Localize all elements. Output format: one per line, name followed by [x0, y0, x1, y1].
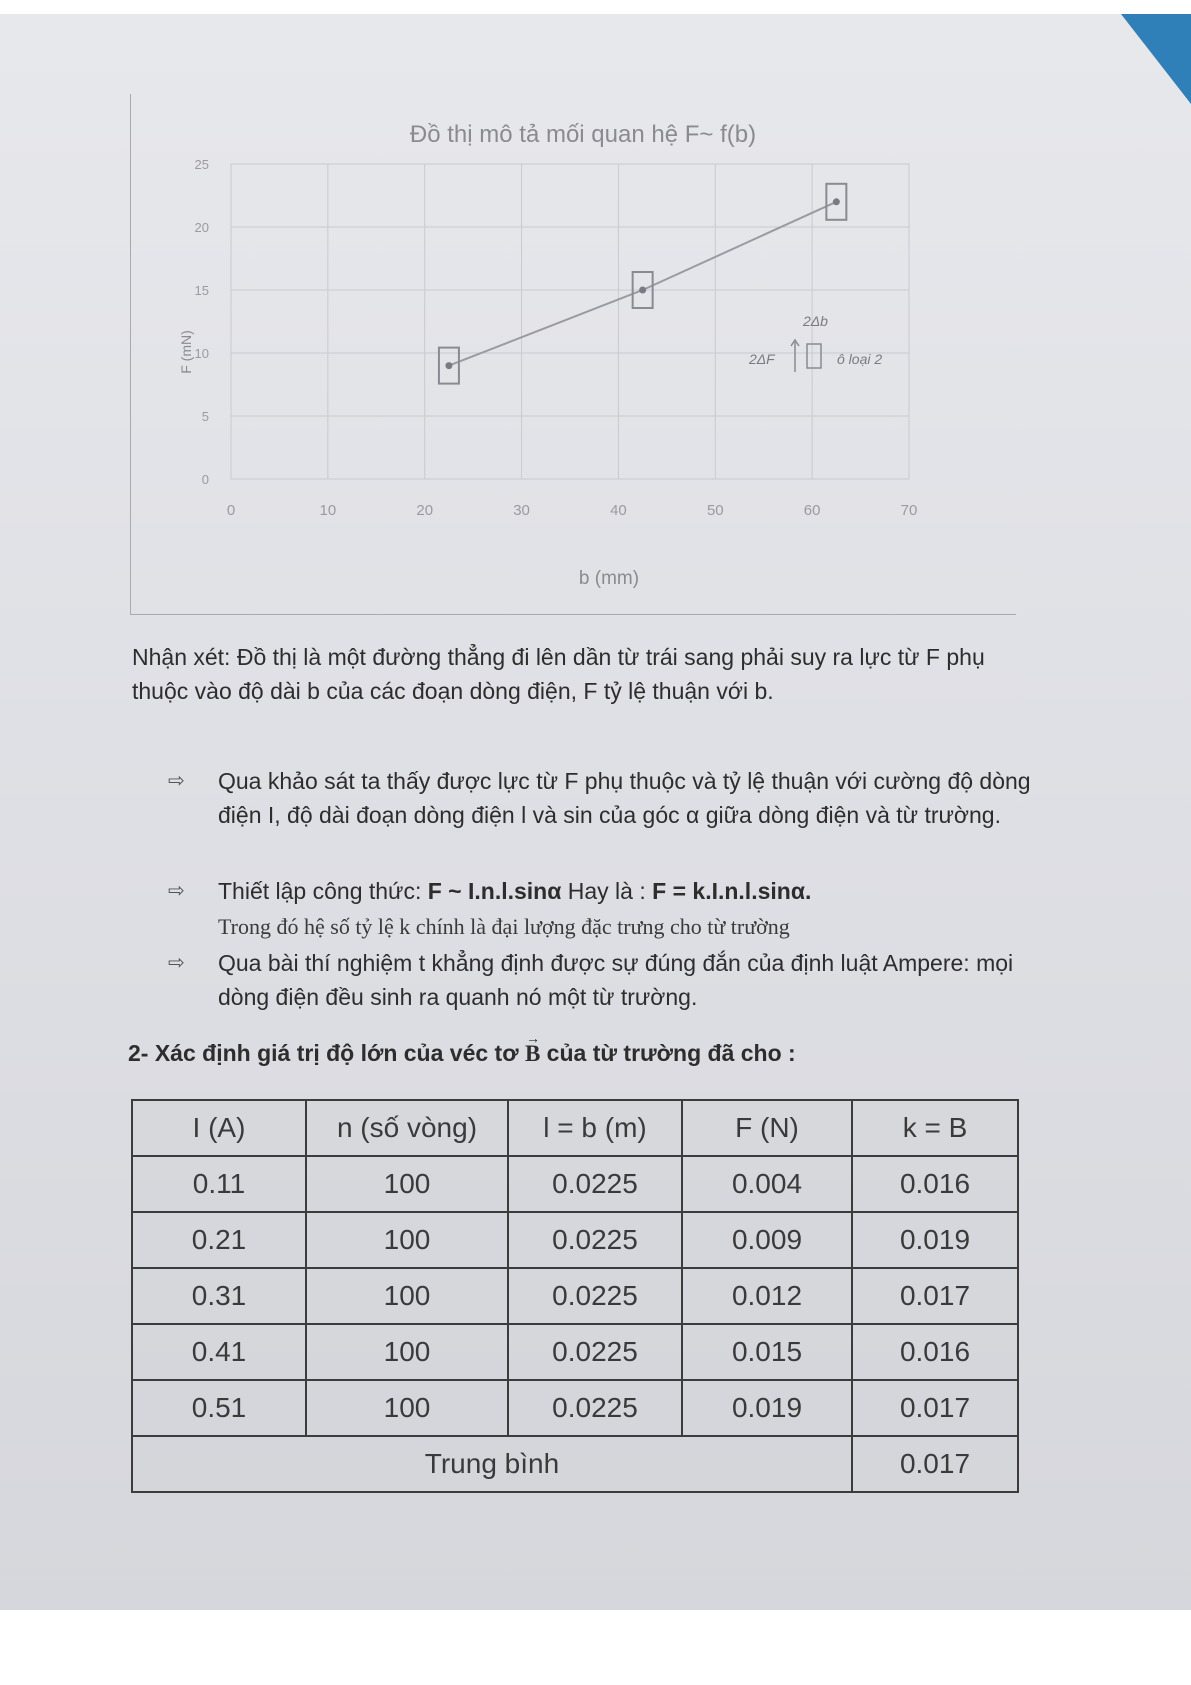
- x-tick-labels: [227, 502, 918, 519]
- formula-proportional: F ~ I.n.l.sinα: [427, 878, 562, 904]
- header-length: l = b (m): [508, 1100, 682, 1156]
- table-cell: 0.51: [132, 1380, 306, 1436]
- x-axis-label: b (mm): [578, 568, 640, 589]
- table-cell: 0.012: [682, 1268, 852, 1324]
- table-cell: 0.0225: [508, 1268, 682, 1324]
- table-cell: 100: [306, 1212, 508, 1268]
- table-row: [132, 1212, 1018, 1268]
- data-series: [439, 184, 846, 384]
- header-force: F (N): [682, 1100, 852, 1156]
- table-row: [132, 1156, 1018, 1212]
- trend-line: [449, 202, 836, 366]
- table-cell: 0.015: [682, 1324, 852, 1380]
- annotation-delta-b: 2Δb: [803, 313, 828, 329]
- chart-title: Đồ thị mô tả mối quan hệ F~ f(b): [409, 121, 757, 148]
- y-axis-label: F (mN): [178, 330, 194, 374]
- table-cell: 0.0225: [508, 1380, 682, 1436]
- y-tick-label: 20: [194, 220, 209, 235]
- table-cell: 0.016: [852, 1324, 1018, 1380]
- data-point: [639, 287, 646, 294]
- x-tick-label: 20: [416, 502, 434, 519]
- arrow-bullet-icon: ⇨: [168, 770, 185, 792]
- y-tick-label: 0: [201, 472, 209, 487]
- formula-note: Trong đó hệ số tỷ lệ k chính là đại lượng đặc trưng cho từ trường: [218, 914, 790, 939]
- table-row: [132, 1380, 1018, 1436]
- arrow-bullet-icon: ⇨: [168, 952, 185, 974]
- table-cell: 100: [306, 1324, 508, 1380]
- bullet-conclusion: Qua khảo sát ta thấy được lực từ F phụ thuộc và tỷ lệ thuận với cường độ dòng điện I, độ dài đoạn dòng điện l và sin của góc α giữa dòng điện và từ trường.: [218, 768, 1031, 828]
- table-cell: 100: [306, 1156, 508, 1212]
- table-cell: 0.016: [852, 1156, 1018, 1212]
- arrow-bullet-icon: ⇨: [168, 880, 185, 902]
- average-label: Trung bình: [132, 1436, 852, 1492]
- results-table: [131, 1099, 1019, 1493]
- remark-paragraph: Nhận xét: Đồ thị là một đường thẳng đi lên dần từ trái sang phải suy ra lực từ F phụ thuộc vào độ dài b của các đoạn dòng điện, F tỷ lệ thuận với b.: [132, 644, 985, 704]
- heading-prefix: 2- Xác định giá trị độ lớn của véc tơ: [128, 1040, 525, 1066]
- chart: [131, 94, 1016, 614]
- table-cell: 0.004: [682, 1156, 852, 1212]
- table-cell: 0.019: [682, 1380, 852, 1436]
- y-tick-label: 10: [194, 346, 209, 361]
- table-cell: 0.41: [132, 1324, 306, 1380]
- header-current: I (A): [132, 1100, 306, 1156]
- header-turns: n (số vòng): [306, 1100, 508, 1156]
- data-point: [833, 198, 840, 205]
- chart-frame: [130, 94, 1016, 615]
- y-tick-labels: [195, 157, 209, 487]
- table-cell: 100: [306, 1380, 508, 1436]
- x-tick-label: 30: [513, 502, 530, 519]
- bullet-formula: [218, 874, 1043, 908]
- annotation-delta-f: 2ΔF: [749, 351, 775, 367]
- table-cell: 0.017: [852, 1268, 1018, 1324]
- table-cell: 0.31: [132, 1268, 306, 1324]
- x-tick-label: 10: [319, 502, 337, 519]
- formula-prefix: Thiết lập công thức:: [218, 878, 428, 904]
- formula-equation: F = k.I.n.l.sinα.: [652, 878, 812, 904]
- table-cell: 100: [306, 1268, 508, 1324]
- annotation-note: ô loại 2: [837, 351, 883, 367]
- bullet-ampere: Qua bài thí nghiệm t khẳng định được sự đúng đắn của định luật Ampere: mọi dòng điện đều sinh ra quanh nó một từ trường.: [218, 950, 1014, 1010]
- x-tick-label: 40: [610, 502, 627, 519]
- heading-suffix: của từ trường đã cho :: [540, 1040, 796, 1066]
- table-cell: 0.0225: [508, 1324, 682, 1380]
- table-cell: 0.21: [132, 1212, 306, 1268]
- x-tick-label: 60: [803, 502, 821, 519]
- x-tick-label: 50: [706, 502, 724, 519]
- table-row: [132, 1324, 1018, 1380]
- table-header-row: [132, 1100, 1018, 1156]
- y-tick-label: 15: [194, 283, 209, 298]
- page-corner-background: [1121, 14, 1191, 104]
- data-point: [445, 362, 452, 369]
- section-heading: [128, 1036, 796, 1071]
- average-value: 0.017: [852, 1436, 1018, 1492]
- table-cell: 0.0225: [508, 1156, 682, 1212]
- x-tick-label: 70: [900, 502, 918, 519]
- y-tick-label: 25: [194, 157, 209, 172]
- annotation-box-icon: [807, 344, 821, 368]
- y-tick-label: 5: [201, 409, 209, 424]
- formula-middle: Hay là :: [561, 878, 653, 904]
- table-cell: 0.009: [682, 1212, 852, 1268]
- table-row: [132, 1268, 1018, 1324]
- table-cell: 0.019: [852, 1212, 1018, 1268]
- table-average-row: [132, 1436, 1018, 1492]
- handwritten-annotation: [748, 313, 882, 372]
- table-cell: 0.0225: [508, 1212, 682, 1268]
- annotation-arrow-icon: [791, 340, 799, 372]
- vector-b-symbol: → B: [525, 1037, 540, 1071]
- table-cell: 0.017: [852, 1380, 1018, 1436]
- x-tick-label: 0: [226, 502, 236, 519]
- table-cell: 0.11: [132, 1156, 306, 1212]
- header-k: k = B: [852, 1100, 1018, 1156]
